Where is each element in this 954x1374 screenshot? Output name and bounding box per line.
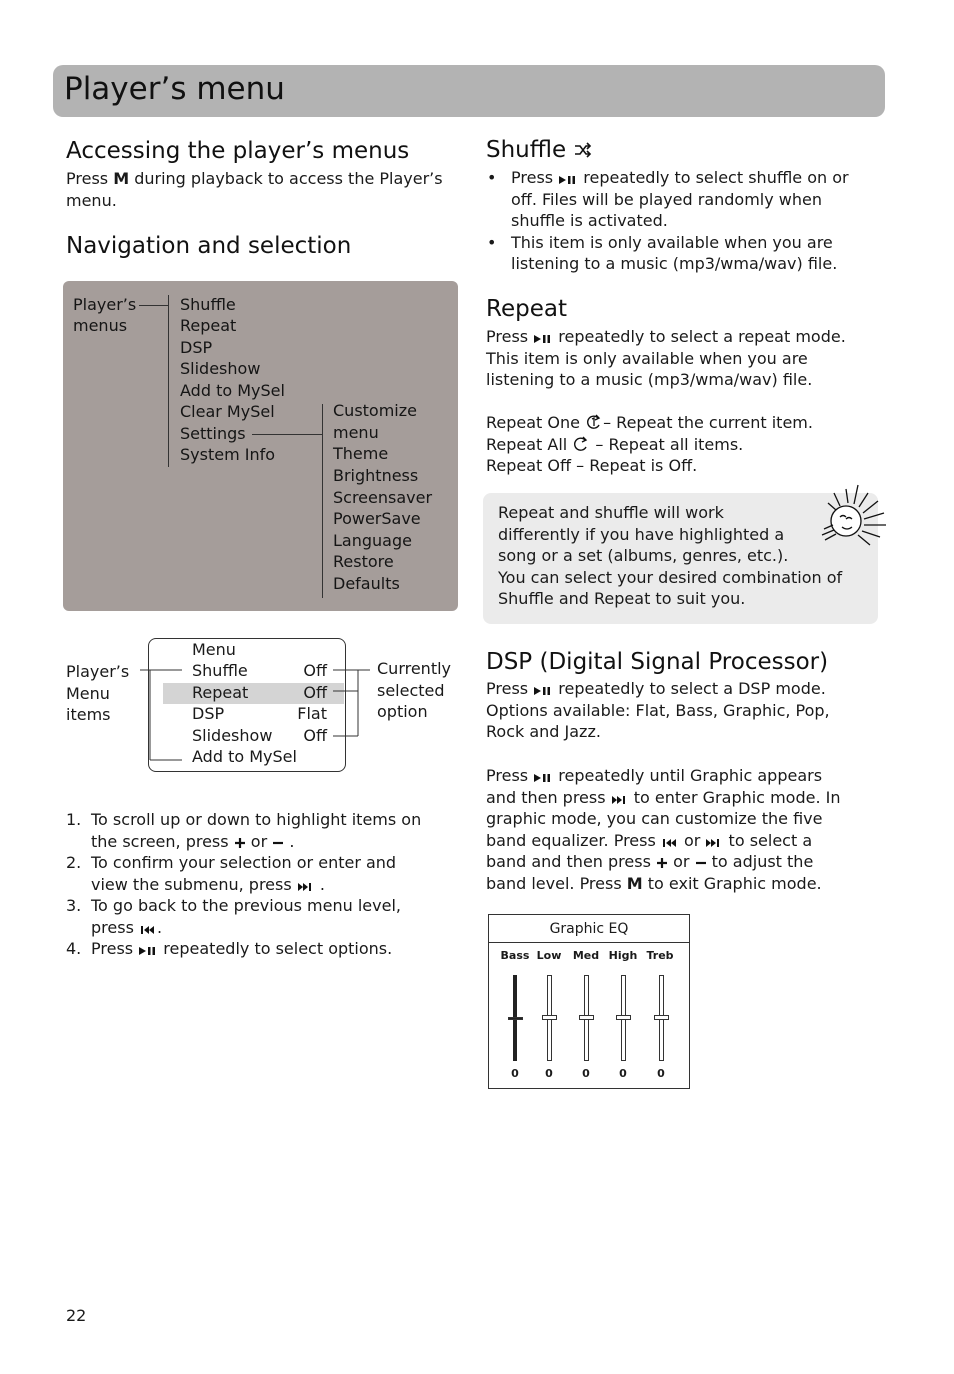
eq-band-value: 0: [511, 1067, 519, 1080]
play-pause-icon: [533, 686, 553, 696]
repeat-heading: Repeat: [486, 296, 567, 322]
skip-back-icon: [139, 925, 157, 935]
repeat-text: Press repeatedly to select a repeat mode. This item is only available when you are listening to a music (mp3/wma/wav) file.: [486, 327, 846, 389]
tree-item: Clear MySel: [180, 402, 275, 421]
skip-forward-icon: [297, 882, 315, 892]
title-bar: [53, 65, 885, 117]
tree-root-label: Player’s: [73, 295, 137, 314]
shuffle-list: [486, 167, 876, 275]
settings-item: Restore: [333, 552, 394, 571]
step-1: 1. To scroll up or down to highlight items on the screen, press or .: [66, 810, 422, 851]
shuffle-bullet: • This item is only available when you are listening to a music (mp3/wma/wav) file.: [486, 232, 876, 275]
settings-item: PowerSave: [333, 509, 421, 528]
screen-row: Shuffle Off: [192, 661, 327, 680]
eq-band-value: 0: [619, 1067, 627, 1080]
tip-text: Repeat and shuffle will work differently if you have highlighted a song or a set (albums, genres, etc.). You can select your desired combination of Shuffle and Repeat to suit you.: [498, 503, 843, 608]
screen-row-selected: Repeat Off: [192, 683, 327, 702]
repeat-one-icon: [585, 414, 603, 430]
navigation-steps: [66, 809, 466, 960]
navigation-heading: Navigation and selection: [66, 233, 352, 259]
tree-item: DSP: [180, 338, 213, 357]
settings-item: Defaults: [333, 574, 400, 593]
screen-header: Menu: [192, 640, 236, 659]
eq-band-label: Bass: [500, 949, 530, 962]
shuffle-heading: Shuffle: [486, 137, 593, 163]
dsp-text-1: Press repeatedly to select a DSP mode. Options available: Flat, Bass, Graphic, Pop, Rock and Jazz.: [486, 679, 830, 741]
step-3: 3. To go back to the previous menu level, press .: [66, 896, 401, 937]
screen-row: DSP Flat: [192, 704, 327, 723]
minus-icon: [695, 857, 707, 869]
shuffle-icon: [573, 142, 593, 158]
eq-band-label: Treb: [646, 949, 674, 962]
menu-tree-diagram: [63, 281, 458, 611]
eq-slider-knob: [542, 1015, 557, 1020]
skip-forward-icon: [705, 838, 723, 848]
minus-icon: [272, 837, 284, 849]
dsp-heading: DSP (Digital Signal Processor): [486, 649, 829, 675]
tree-item: Slideshow: [180, 359, 261, 378]
shuffle-bullet: • Press repeatedly to select shuffle on or off. Files will be played randomly when shuffle is activated.: [486, 167, 876, 232]
play-pause-icon: [533, 773, 553, 783]
settings-item: Language: [333, 531, 412, 550]
play-pause-icon: [533, 334, 553, 344]
settings-item: Brightness: [333, 466, 419, 485]
eq-band-label: High: [608, 949, 638, 962]
tree-item: Repeat: [180, 316, 237, 335]
eq-slider-knob-selected: [508, 1017, 523, 1020]
accessing-text: Press M during playback to access the Player’s menu.: [66, 169, 443, 210]
step-2: 2. To confirm your selection or enter and view the submenu, press .: [66, 853, 397, 894]
tree-item: Settings: [180, 424, 246, 443]
m-key: M: [626, 873, 643, 893]
eq-band-value: 0: [582, 1067, 590, 1080]
graphic-eq-screen: [488, 914, 690, 1089]
plus-icon: [234, 837, 246, 849]
settings-item: Theme: [333, 444, 389, 463]
lightbulb-icon: [806, 479, 892, 559]
screen-row: Slideshow Off: [192, 726, 327, 745]
eq-title: Graphic EQ: [489, 915, 689, 943]
eq-slider-knob: [616, 1015, 631, 1020]
plus-icon: [656, 857, 668, 869]
tree-item: System Info: [180, 445, 276, 464]
step-4: 4. Press repeatedly to select options.: [66, 939, 393, 958]
settings-item: Screensaver: [333, 488, 433, 507]
settings-item: menu: [333, 423, 379, 442]
play-pause-icon: [138, 946, 158, 956]
eq-band-label: Low: [536, 949, 562, 962]
play-pause-icon: [558, 175, 578, 185]
skip-forward-icon: [611, 795, 629, 805]
eq-band-value: 0: [657, 1067, 665, 1080]
menu-items-callout: Player’s Menu items: [66, 662, 130, 724]
eq-band-value: 0: [545, 1067, 553, 1080]
eq-band-label: Med: [572, 949, 600, 962]
settings-item: Customize: [333, 401, 417, 420]
selected-option-callout: Currently selected option: [377, 659, 452, 721]
accessing-heading: Accessing the player’s menus: [66, 138, 410, 164]
eq-slider-knob: [579, 1015, 594, 1020]
tree-item: Shuffle: [180, 295, 236, 314]
page-title: Player’s menu: [64, 71, 285, 107]
screen-row: Add to MySel: [192, 747, 297, 766]
repeat-all-icon: [572, 436, 590, 452]
tree-root-label: menus: [73, 316, 128, 335]
tree-item: Add to MySel: [180, 381, 285, 400]
eq-slider-knob: [654, 1015, 669, 1020]
callout-lines: [130, 660, 370, 770]
page-number: 22: [66, 1306, 87, 1325]
m-key: M: [113, 169, 130, 188]
repeat-modes: Repeat One – Repeat the current item. Repeat All – Repeat all items. Repeat Off – Repeat is Off.: [486, 413, 813, 475]
skip-back-icon: [661, 838, 679, 848]
dsp-text-2: Press repeatedly until Graphic appears and then press to enter Graphic mode. In graphic mode, you can customize the five band equalizer. Press or to select a band and then press or to adjust the band level. Press M to exit Graphic mode.: [486, 766, 841, 893]
